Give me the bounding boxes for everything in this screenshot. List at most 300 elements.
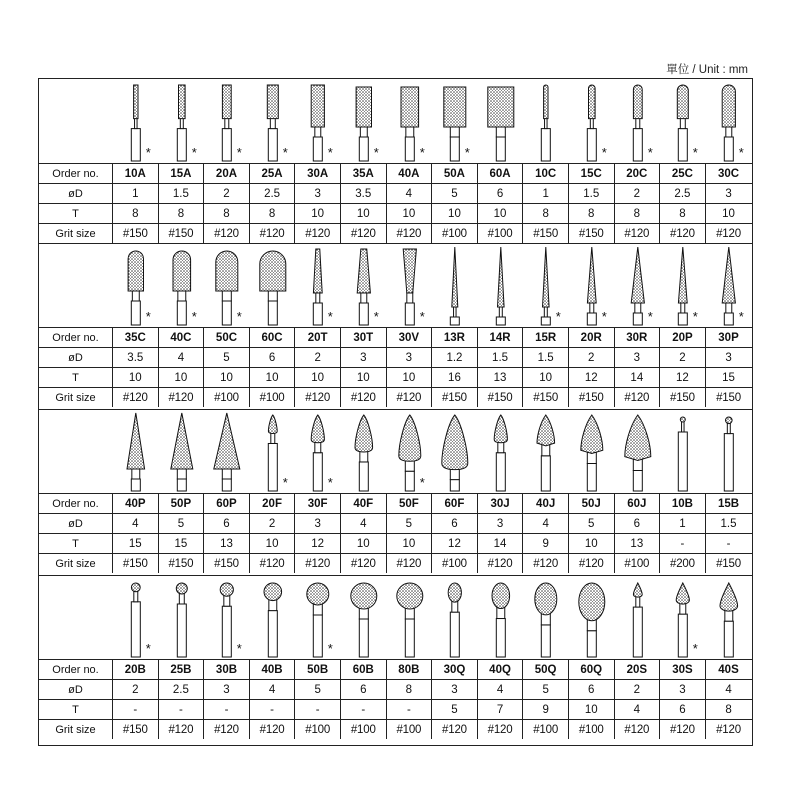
t-cell: 13 xyxy=(615,534,661,553)
grit-cell: #120 xyxy=(341,224,387,243)
stock-mark-star-icon: * xyxy=(145,641,151,656)
order-cell: 60C xyxy=(250,328,296,347)
bur-flame-icon xyxy=(478,409,524,493)
od-cell: 2.5 xyxy=(250,184,296,203)
grit-cell: #100 xyxy=(615,554,661,573)
order-cell: 60J xyxy=(615,494,661,513)
order-row xyxy=(39,493,752,513)
bur-tree-icon xyxy=(523,409,569,493)
bur-rcyl-icon xyxy=(113,243,159,327)
bur-flame-icon xyxy=(250,409,296,493)
od-cell: 3 xyxy=(660,680,706,699)
od-cell: 4 xyxy=(159,348,205,367)
order-cell: 50A xyxy=(432,164,478,183)
bur-egg-icon xyxy=(432,575,478,659)
stock-mark-star-icon: * xyxy=(373,145,379,160)
t-cell: 12 xyxy=(660,368,706,387)
od-cell: 3 xyxy=(478,514,524,533)
order-cell: 30C xyxy=(717,167,740,180)
order-cell: 40J xyxy=(523,494,569,513)
t-cell: - xyxy=(204,700,250,719)
grit-cell: #150 xyxy=(660,388,706,407)
od-cell: 6 xyxy=(204,514,250,533)
bur-rcyl-icon xyxy=(660,79,706,163)
od-row xyxy=(39,513,752,533)
order-cell: 20R xyxy=(569,328,615,347)
grit-cell: #120 xyxy=(341,388,387,407)
grit-cell: #120 xyxy=(159,388,205,407)
od-cell: 3 xyxy=(341,348,387,367)
t-cell: 10 xyxy=(250,534,296,553)
grit-cell: #100 xyxy=(478,224,524,243)
od-cell: 2 xyxy=(615,680,661,699)
t-cell: 14 xyxy=(478,534,524,553)
order-cell: 10A xyxy=(113,164,159,183)
grit-cell: #150 xyxy=(716,391,741,404)
od-cell: 6 xyxy=(569,680,615,699)
bur-pear-icon xyxy=(660,575,706,659)
od-cell: 5 xyxy=(387,514,433,533)
od-cell: 2 xyxy=(250,514,296,533)
od-cell: 3 xyxy=(725,187,732,200)
t-label: T xyxy=(39,368,113,387)
bur-cyl-icon xyxy=(432,79,478,163)
t-cell: 15 xyxy=(113,534,159,553)
od-cell: 3 xyxy=(204,680,250,699)
od-cell: 1.2 xyxy=(432,348,478,367)
grit-cell: #150 xyxy=(569,388,615,407)
grit-cell: #120 xyxy=(387,224,433,243)
order-row xyxy=(39,327,752,347)
stock-mark-star-icon: * xyxy=(236,641,243,656)
grit-cell: #120 xyxy=(432,720,478,739)
grit-cell: #150 xyxy=(432,388,478,407)
bur-ball-icon xyxy=(113,575,159,659)
grit-cell: #120 xyxy=(250,224,296,243)
grit-cell: #150 xyxy=(113,720,159,739)
order-cell: 25A xyxy=(250,164,296,183)
od-cell: 6 xyxy=(615,514,661,533)
grit-cell: #120 xyxy=(478,720,524,739)
stock-mark-star-icon: * xyxy=(647,145,653,160)
od-cell: 2 xyxy=(660,348,706,367)
stock-mark-star-icon: * xyxy=(282,145,288,160)
bur-ball-icon xyxy=(387,575,433,659)
grit-cell: #100 xyxy=(250,388,296,407)
t-cell: 16 xyxy=(432,368,478,387)
stock-mark-star-icon: * xyxy=(145,145,151,160)
order-cell: 40S xyxy=(718,663,739,676)
od-cell: 1.5 xyxy=(523,348,569,367)
stock-mark-star-icon: * xyxy=(191,145,197,160)
t-row xyxy=(39,203,752,223)
grit-row xyxy=(39,719,752,739)
t-cell: 9 xyxy=(523,700,569,719)
t-cell: 10 xyxy=(341,204,387,223)
stock-mark-star-icon: * xyxy=(601,309,607,324)
grit-cell: #120 xyxy=(660,224,706,243)
grit-cell: #120 xyxy=(387,554,433,573)
stock-mark-star-icon: * xyxy=(328,309,334,324)
od-cell: 4 xyxy=(478,680,524,699)
bur-cone-icon xyxy=(569,243,615,327)
grit-cell: #100 xyxy=(295,720,341,739)
od-cell: 3 xyxy=(432,680,478,699)
grit-cell: #120 xyxy=(478,554,524,573)
grit-cell: #120 xyxy=(159,720,205,739)
grit-cell: #150 xyxy=(159,554,205,573)
bur-taper-icon xyxy=(295,243,341,327)
bur-cone-icon xyxy=(113,409,159,493)
od-cell: 5 xyxy=(432,184,478,203)
order-cell: 80B xyxy=(387,660,433,679)
t-row xyxy=(39,367,752,387)
stock-mark-star-icon: * xyxy=(373,309,379,324)
t-cell: 13 xyxy=(204,534,250,553)
grit-cell: #120 xyxy=(387,388,433,407)
order-cell: 30Q xyxy=(432,660,478,679)
order-cell: 50Q xyxy=(523,660,569,679)
od-cell: 6 xyxy=(432,514,478,533)
order-cell: 30F xyxy=(295,494,341,513)
od-cell: 3 xyxy=(295,184,341,203)
stock-mark-star-icon: * xyxy=(692,145,699,160)
od-label: øD xyxy=(39,514,113,533)
t-cell: 8 xyxy=(660,204,706,223)
bur-egg-icon xyxy=(478,575,524,659)
grit-row xyxy=(39,553,752,573)
od-cell: 2 xyxy=(569,348,615,367)
t-cell: 7 xyxy=(478,700,524,719)
t-cell: 10 xyxy=(113,368,159,387)
od-cell: 4 xyxy=(341,514,387,533)
order-cell: 15R xyxy=(523,328,569,347)
t-cell: 10 xyxy=(250,368,296,387)
order-cell: 20C xyxy=(615,164,661,183)
bur-ball-icon xyxy=(204,575,250,659)
bur-ball-icon xyxy=(159,575,205,659)
order-cell: 30P xyxy=(718,331,739,344)
bur-rcyl-icon xyxy=(569,79,615,163)
grit-cell: #100 xyxy=(523,720,569,739)
od-cell: 6 xyxy=(478,184,524,203)
bur-spec-table xyxy=(38,78,753,746)
bur-egg-icon xyxy=(569,575,615,659)
t-cell: 10 xyxy=(432,204,478,223)
grit-cell: #120 xyxy=(523,554,569,573)
stock-mark-star-icon: * xyxy=(419,475,425,490)
grit-cell: #120 xyxy=(250,720,296,739)
grit-cell: #120 xyxy=(569,554,615,573)
grit-cell: #120 xyxy=(295,224,341,243)
t-cell: - xyxy=(113,700,159,719)
bur-cone-icon xyxy=(615,243,661,327)
t-cell: 8 xyxy=(725,703,732,716)
t-cell: 6 xyxy=(660,700,706,719)
t-cell: - xyxy=(295,700,341,719)
order-cell: 30T xyxy=(341,328,387,347)
bur-flame-icon xyxy=(432,409,478,493)
order-cell: 40P xyxy=(113,494,159,513)
t-cell: 10 xyxy=(569,534,615,553)
t-cell: 12 xyxy=(569,368,615,387)
grit-cell: #100 xyxy=(387,720,433,739)
order-cell: 40B xyxy=(250,660,296,679)
order-row xyxy=(39,163,752,183)
order-cell: 10C xyxy=(523,164,569,183)
od-cell: 1 xyxy=(523,184,569,203)
order-cell: 60P xyxy=(204,494,250,513)
order-cell: 13R xyxy=(432,328,478,347)
od-cell: 1.5 xyxy=(720,517,737,530)
order-cell: 30R xyxy=(615,328,661,347)
order-cell: 15C xyxy=(569,164,615,183)
bur-rcyl-icon xyxy=(706,79,752,163)
grit-cell: #120 xyxy=(250,554,296,573)
bur-needle-icon xyxy=(478,243,524,327)
bur-needle-icon xyxy=(432,243,478,327)
order-cell: 25B xyxy=(159,660,205,679)
od-cell: 4 xyxy=(387,184,433,203)
od-cell: 1.5 xyxy=(478,348,524,367)
order-cell: 60B xyxy=(341,660,387,679)
bur-flame-icon xyxy=(341,409,387,493)
stock-mark-star-icon: * xyxy=(236,309,243,324)
order-cell: 14R xyxy=(478,328,524,347)
bur-rcyl-icon xyxy=(523,79,569,163)
order-cell: 40F xyxy=(341,494,387,513)
grit-cell: #100 xyxy=(432,554,478,573)
order-cell: 10B xyxy=(660,494,706,513)
t-cell: 8 xyxy=(523,204,569,223)
stock-mark-star-icon: * xyxy=(464,145,471,160)
bur-cone-icon xyxy=(159,409,205,493)
bur-ball-icon xyxy=(295,575,341,659)
grit-label: Grit size xyxy=(39,388,113,407)
grit-cell: #120 xyxy=(615,224,661,243)
grit-cell: #120 xyxy=(204,720,250,739)
od-cell: 1.5 xyxy=(569,184,615,203)
stock-mark-star-icon: * xyxy=(556,309,562,324)
order-label: Order no. xyxy=(39,494,113,513)
grit-cell: #120 xyxy=(204,224,250,243)
grit-cell: #120 xyxy=(615,720,661,739)
grit-cell: #150 xyxy=(523,388,569,407)
bur-rcyl-icon xyxy=(615,79,661,163)
t-cell: 8 xyxy=(159,204,205,223)
order-cell: 40A xyxy=(387,164,433,183)
t-row xyxy=(39,533,752,553)
bur-flame-icon xyxy=(387,409,433,493)
od-cell: 6 xyxy=(341,680,387,699)
unit-note: 單位 / Unit : mm xyxy=(666,64,748,76)
order-cell: 20P xyxy=(660,328,706,347)
bur-pear-icon xyxy=(615,575,661,659)
order-cell: 20S xyxy=(615,660,661,679)
order-cell: 20B xyxy=(113,660,159,679)
t-cell: - xyxy=(250,700,296,719)
t-cell: 10 xyxy=(204,368,250,387)
t-cell: 10 xyxy=(295,204,341,223)
stock-mark-star-icon: * xyxy=(692,641,699,656)
bur-needle-icon xyxy=(523,243,569,327)
od-label: øD xyxy=(39,184,113,203)
t-cell: 10 xyxy=(387,204,433,223)
t-cell: 5 xyxy=(432,700,478,719)
stock-mark-star-icon: * xyxy=(738,145,744,160)
bur-cone-icon xyxy=(204,409,250,493)
stock-mark-star-icon: * xyxy=(328,475,334,490)
od-row xyxy=(39,183,752,203)
od-cell: 1 xyxy=(660,514,706,533)
t-cell: 8 xyxy=(250,204,296,223)
bur-ball-icon xyxy=(250,575,296,659)
bur-cyl-icon xyxy=(478,79,524,163)
grit-cell: #120 xyxy=(716,227,741,240)
order-cell: 35A xyxy=(341,164,387,183)
stock-mark-star-icon: * xyxy=(419,145,425,160)
grit-cell: #120 xyxy=(615,388,661,407)
od-row xyxy=(39,679,752,699)
t-cell: 10 xyxy=(569,700,615,719)
od-cell: 2 xyxy=(204,184,250,203)
grit-row xyxy=(39,387,752,407)
stock-mark-star-icon: * xyxy=(282,475,288,490)
od-cell: 3.5 xyxy=(341,184,387,203)
t-cell: - xyxy=(159,700,205,719)
bur-rcyl-icon xyxy=(204,243,250,327)
grit-label: Grit size xyxy=(39,720,113,739)
grit-label: Grit size xyxy=(39,554,113,573)
bur-rcyl-icon xyxy=(250,243,296,327)
od-cell: 5 xyxy=(295,680,341,699)
od-cell: 3.5 xyxy=(113,348,159,367)
grit-cell: #120 xyxy=(341,554,387,573)
grit-label: Grit size xyxy=(39,224,113,243)
od-cell: 5 xyxy=(523,680,569,699)
bur-ball-icon xyxy=(706,409,752,493)
t-cell: 10 xyxy=(478,204,524,223)
t-cell: 10 xyxy=(159,368,205,387)
bur-taper-icon xyxy=(341,243,387,327)
od-cell: 3 xyxy=(725,351,732,364)
t-cell: 10 xyxy=(295,368,341,387)
order-cell: 30V xyxy=(387,328,433,347)
grit-row xyxy=(39,223,752,243)
od-cell: 3 xyxy=(387,348,433,367)
order-cell: 15A xyxy=(159,164,205,183)
stock-mark-star-icon: * xyxy=(692,309,699,324)
order-cell: 30S xyxy=(660,660,706,679)
od-cell: 4 xyxy=(113,514,159,533)
grit-cell: #150 xyxy=(204,554,250,573)
bur-egg-icon xyxy=(523,575,569,659)
od-cell: 4 xyxy=(523,514,569,533)
bur-cone-icon xyxy=(660,243,706,327)
t-cell: 10 xyxy=(523,368,569,387)
order-row xyxy=(39,659,752,679)
grit-cell: #150 xyxy=(478,388,524,407)
od-cell: 4 xyxy=(250,680,296,699)
od-cell: 2 xyxy=(113,680,159,699)
bur-cyl-icon xyxy=(204,79,250,163)
od-cell: 5 xyxy=(204,348,250,367)
order-cell: 30B xyxy=(204,660,250,679)
grit-cell: #150 xyxy=(569,224,615,243)
order-cell: 20T xyxy=(295,328,341,347)
od-label: øD xyxy=(39,348,113,367)
t-label: T xyxy=(39,204,113,223)
t-cell: - xyxy=(726,537,731,550)
t-cell: - xyxy=(341,700,387,719)
t-cell: 10 xyxy=(341,368,387,387)
grit-cell: #120 xyxy=(295,388,341,407)
stock-mark-star-icon: * xyxy=(647,309,653,324)
grit-cell: #200 xyxy=(660,554,706,573)
stock-mark-star-icon: * xyxy=(328,641,334,656)
grit-cell: #150 xyxy=(113,224,159,243)
od-cell: 5 xyxy=(159,514,205,533)
bur-tree-icon xyxy=(615,409,661,493)
stock-mark-star-icon: * xyxy=(738,309,744,324)
t-cell: 10 xyxy=(722,207,735,220)
order-cell: 50F xyxy=(387,494,433,513)
order-cell: 60Q xyxy=(569,660,615,679)
bur-cyl-icon xyxy=(159,79,205,163)
order-label: Order no. xyxy=(39,328,113,347)
od-cell: 3 xyxy=(615,348,661,367)
t-cell: 12 xyxy=(432,534,478,553)
t-cell: 8 xyxy=(615,204,661,223)
t-cell: 13 xyxy=(478,368,524,387)
order-label: Order no. xyxy=(39,164,113,183)
t-label: T xyxy=(39,700,113,719)
od-cell: 2.5 xyxy=(159,680,205,699)
od-cell: 1.5 xyxy=(159,184,205,203)
t-cell: 10 xyxy=(387,368,433,387)
stock-mark-star-icon: * xyxy=(191,309,197,324)
grit-cell: #100 xyxy=(204,388,250,407)
t-cell: 12 xyxy=(295,534,341,553)
bur-cyl-icon xyxy=(341,79,387,163)
bur-pear-icon xyxy=(706,575,752,659)
bur-rcyl-icon xyxy=(159,243,205,327)
order-cell: 30A xyxy=(295,164,341,183)
t-cell: 14 xyxy=(615,368,661,387)
bur-cyl-icon xyxy=(295,79,341,163)
bur-flame-icon xyxy=(295,409,341,493)
order-cell: 20F xyxy=(250,494,296,513)
order-cell: 15B xyxy=(717,497,740,510)
t-cell: 9 xyxy=(523,534,569,553)
order-cell: 35C xyxy=(113,328,159,347)
grit-cell: #150 xyxy=(159,224,205,243)
t-cell: 15 xyxy=(722,371,735,384)
tool-illustrations xyxy=(39,79,752,163)
order-cell: 50C xyxy=(204,328,250,347)
grit-cell: #100 xyxy=(432,224,478,243)
t-row xyxy=(39,699,752,719)
od-cell: 3 xyxy=(295,514,341,533)
bur-ball-icon xyxy=(660,409,706,493)
bur-invtaper-icon xyxy=(387,243,433,327)
order-cell: 60A xyxy=(478,164,524,183)
grit-cell: #120 xyxy=(113,388,159,407)
stock-mark-star-icon: * xyxy=(236,145,243,160)
order-label: Order no. xyxy=(39,660,113,679)
bur-cyl-icon xyxy=(113,79,159,163)
t-cell: 8 xyxy=(569,204,615,223)
